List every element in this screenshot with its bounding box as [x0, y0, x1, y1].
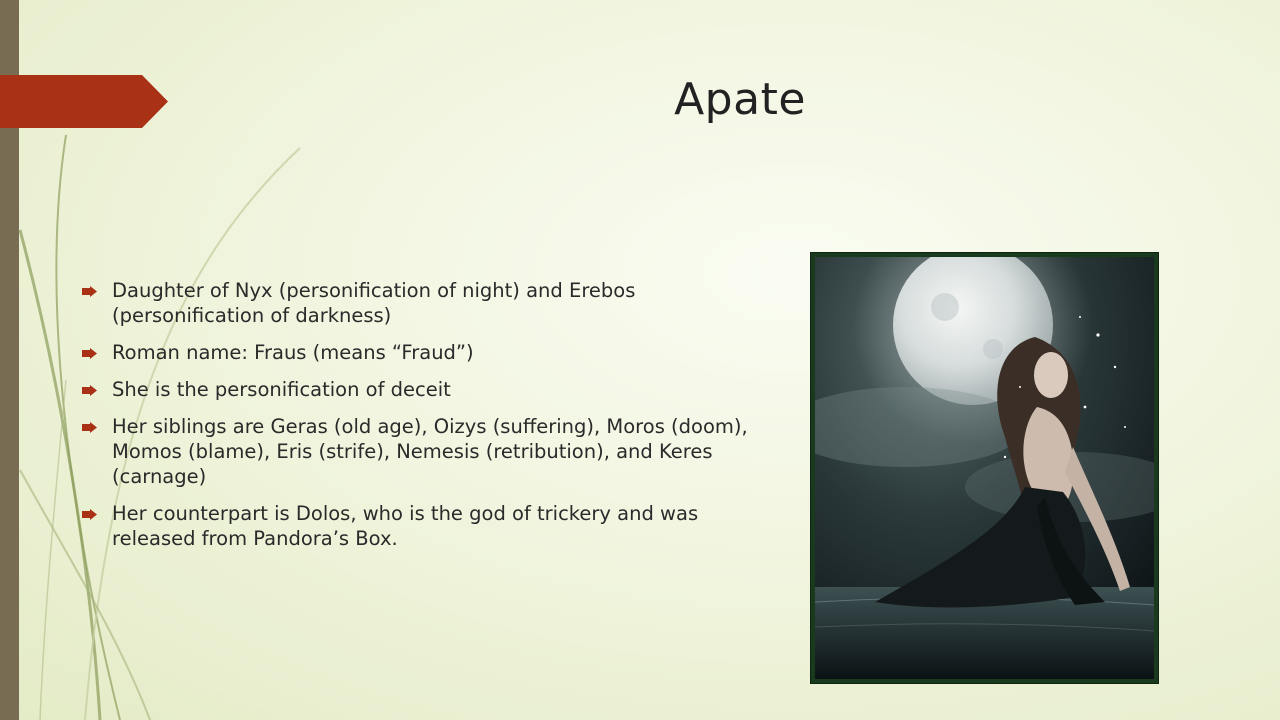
list-item [80, 501, 770, 551]
bullet-text: Her siblings are Geras (old age), Oizys (suffering), Moros (doom), Momos (blame), Eris (strife), Nemesis (retribution), and Keres (carnage) [112, 415, 748, 488]
list-item [80, 340, 770, 365]
slide-title: Apate [674, 74, 806, 125]
bullet-text: Her counterpart is Dolos, who is the god of trickery and was released from Pandora’s Box. [112, 502, 699, 550]
arrow-bullet-icon [82, 286, 98, 297]
arrow-bullet-icon [82, 422, 98, 433]
apate-illustration [811, 253, 1158, 683]
arrow-bullet-icon [82, 509, 98, 520]
bullet-text: Roman name: Fraus (means “Fraud”) [112, 341, 474, 364]
arrow-bullet-icon [82, 348, 98, 359]
moon-woman-image [815, 257, 1154, 679]
list-item [80, 377, 770, 402]
bullet-text: Daughter of Nyx (personification of night) and Erebos (personification of darkness) [112, 279, 636, 327]
bullet-list [80, 278, 770, 563]
arrow-bullet-icon [82, 385, 98, 396]
title-accent-tab [0, 75, 168, 128]
list-item [80, 414, 770, 489]
list-item [80, 278, 770, 328]
bullet-text: She is the personification of deceit [112, 378, 451, 401]
